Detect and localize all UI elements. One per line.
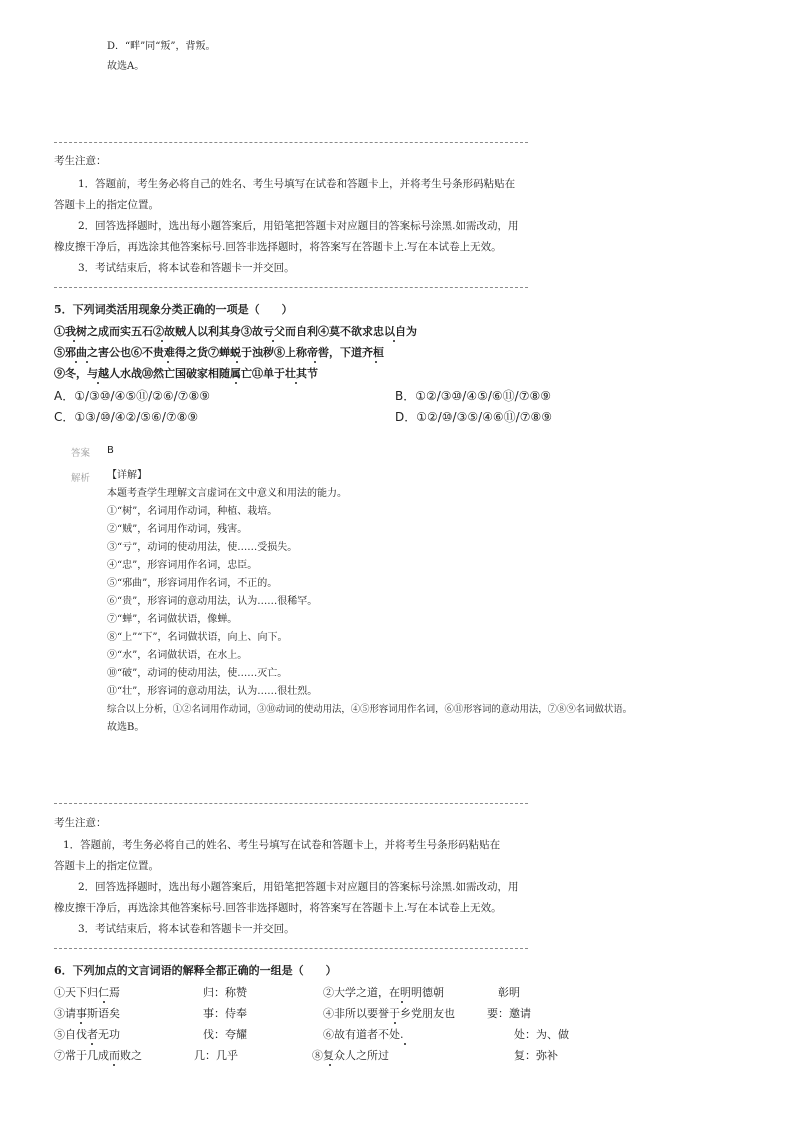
emphasis-dot: [235, 382, 237, 384]
emphasis-dot: [401, 1001, 403, 1003]
notice-title: 考生注意：: [54, 817, 107, 829]
q6-item-5-gloss: 伐：夸耀: [203, 1028, 247, 1041]
q5-option-a: A．①/③⑩/④⑤⑪/②⑥/⑦⑧⑨: [54, 389, 210, 403]
answer-label: 答案: [71, 448, 91, 459]
emphasis-dot: [73, 340, 75, 342]
emphasis-dot: [236, 361, 238, 363]
analysis-item: ⑦“蝉”，名词做状语，像蝉。: [107, 614, 238, 625]
q6-item-8: ⑧复众人之所过: [312, 1049, 389, 1062]
q5-line-2: ⑤邪曲之害公也⑥不贵难得之货⑦蝉蜕于浊秽⑧上称帝喾，下道齐桓: [54, 346, 384, 359]
q5-stem: 5．下列词类活用现象分类正确的一项是（ ）: [54, 303, 293, 316]
notice-item-1-cont: 答题卡上的指定位置。: [54, 199, 159, 211]
q5-option-b: B．①②/③⑩/④⑤/⑥⑪/⑦⑧⑨: [395, 389, 551, 403]
analysis-intro: 本题考查学生理解文言虚词在文中意义和用法的能力。: [107, 488, 347, 499]
divider: [54, 142, 528, 143]
emphasis-dot: [161, 340, 163, 342]
analysis-item: ④“忠”，形容词用作名词，忠臣。: [107, 560, 258, 571]
emphasis-dot: [91, 1043, 93, 1045]
analysis-item: ⑧“上”“下”，名词做状语，向上、向下。: [107, 632, 288, 643]
q6-item-7-gloss: 几：几乎: [194, 1049, 238, 1062]
q6-item-7: ⑦常于几成而败之: [54, 1049, 142, 1062]
q5-line-3: ⑨冬，与越人水战⑩然亡国破家相随属亡⑪单于壮其节: [54, 367, 318, 380]
notice-title: 考生注意：: [54, 155, 107, 167]
analysis-item: ③“亏”，动词的使动用法，使……受损失。: [107, 542, 298, 553]
emphasis-dot: [113, 1064, 115, 1066]
notice-item-3: 3．考试结束后，将本试卷和答题卡一并交回。: [78, 262, 295, 274]
q6-item-2-gloss: 彰明: [498, 986, 520, 999]
analysis-label: 解析: [71, 473, 91, 484]
divider: [54, 803, 528, 804]
emphasis-dot: [393, 340, 395, 342]
q5-line-1: ①我树之成而实五石②故贼人以利其身③故亏父而自利④莫不欲求忠以自为: [54, 325, 417, 338]
emphasis-dot: [295, 382, 297, 384]
emphasis-dot: [394, 1022, 396, 1024]
emphasis-dot: [103, 1001, 105, 1003]
prev-option-d: D．“畔”同“叛”，背叛。: [107, 41, 216, 52]
q6-item-5: ⑤自伐者无功: [54, 1028, 120, 1041]
analysis-item: ⑥“贵”，形容词的意动用法，认为……很稀罕。: [107, 596, 318, 607]
emphasis-dot: [329, 1064, 331, 1066]
q6-item-1-gloss: 归：称赞: [203, 986, 247, 999]
prev-choice: 故选A。: [107, 61, 145, 72]
emphasis-dot: [272, 340, 274, 342]
q6-item-6-gloss: 处：为、做: [514, 1028, 569, 1041]
analysis-item: ②“贼”，名词用作动词，残害。: [107, 524, 248, 535]
q6-item-4: ④非所以要誉于乡党朋友也: [323, 1007, 455, 1020]
emphasis-dot: [80, 1022, 82, 1024]
notice-item-1: 1．答题前，考生务必将自己的姓名、考生号填写在试卷和答题卡上，并将考生号条形码粘贴在: [78, 178, 516, 190]
emphasis-dot: [404, 1043, 406, 1045]
q6-item-3: ③请事斯语矣: [54, 1007, 120, 1020]
notice-item-3: 3．考试结束后，将本试卷和答题卡一并交回。: [78, 923, 295, 935]
emphasis-dot: [167, 361, 169, 363]
analysis-item: ⑪“壮”，形容词的意动用法，认为……很壮烈。: [107, 686, 318, 697]
emphasis-dot: [375, 361, 377, 363]
q5-option-d: D．①②/⑩/③⑤/④⑥⑪/⑦⑧⑨: [395, 410, 552, 424]
analysis-item: ⑤“邪曲”，形容词用作名词，不正的。: [107, 578, 278, 589]
notice-item-2: 2．回答选择题时，选出每小题答案后，用铅笔把答题卡对应题目的答案标号涂黑.如需改动，用: [78, 881, 519, 893]
analysis-item: ①“树”，名词用作动词，种植、栽培。: [107, 506, 278, 517]
analysis-item: ⑨“水”，名词做状语，在水上。: [107, 650, 248, 661]
q5-option-c: C．①③/⑩/④②/⑤⑥/⑦⑧⑨: [54, 410, 199, 424]
answer-value: B: [107, 445, 114, 456]
q6-item-4-gloss: 要：邀请: [487, 1007, 531, 1020]
emphasis-dot: [314, 361, 316, 363]
notice-item-1: 1．答题前，考生务必将自己的姓名、考生号填写在试卷和答题卡上，并将考生号条形码粘贴在: [63, 839, 501, 851]
emphasis-dot: [97, 382, 99, 384]
emphasis-dot: [86, 361, 88, 363]
divider: [54, 287, 528, 288]
analysis-item: ⑩“破”，动词的使动用法，使……灭亡。: [107, 668, 288, 679]
q6-item-2: ②大学之道，在明明德朝: [323, 986, 444, 999]
notice-item-2: 2．回答选择题时，选出每小题答案后，用铅笔把答题卡对应题目的答案标号涂黑.如需改动，用: [78, 220, 519, 232]
emphasis-dot: [75, 361, 77, 363]
q6-item-8-gloss: 复：弥补: [514, 1049, 558, 1062]
q6-item-6: ⑥故有道者不处.: [323, 1028, 404, 1041]
notice-item-2-cont: 橡皮擦干净后，再选涂其他答案标号.回答非选择题时，将答案写在答题卡上.写在本试卷上无效。: [54, 902, 502, 914]
q5-choice: 故选B。: [107, 722, 145, 733]
q6-item-3-gloss: 事：侍奉: [203, 1007, 247, 1020]
q6-stem: 6．下列加点的文言词语的解释全都正确的一组是（ ）: [54, 964, 337, 977]
analysis-summary: 综合以上分析，①②名词用作动词，③⑩动词的使动用法，④⑤形容词用作名词，⑥⑪形容词的意动用法，⑦⑧⑨名词做状语。: [107, 704, 633, 715]
divider: [54, 948, 528, 949]
detail-tag: 【详解】: [107, 470, 147, 481]
q6-item-1: ①天下归仁焉: [54, 986, 120, 999]
notice-item-2-cont: 橡皮擦干净后，再选涂其他答案标号.回答非选择题时，将答案写在答题卡上.写在本试卷上无效。: [54, 241, 502, 253]
notice-item-1-cont: 答题卡上的指定位置。: [54, 860, 159, 872]
